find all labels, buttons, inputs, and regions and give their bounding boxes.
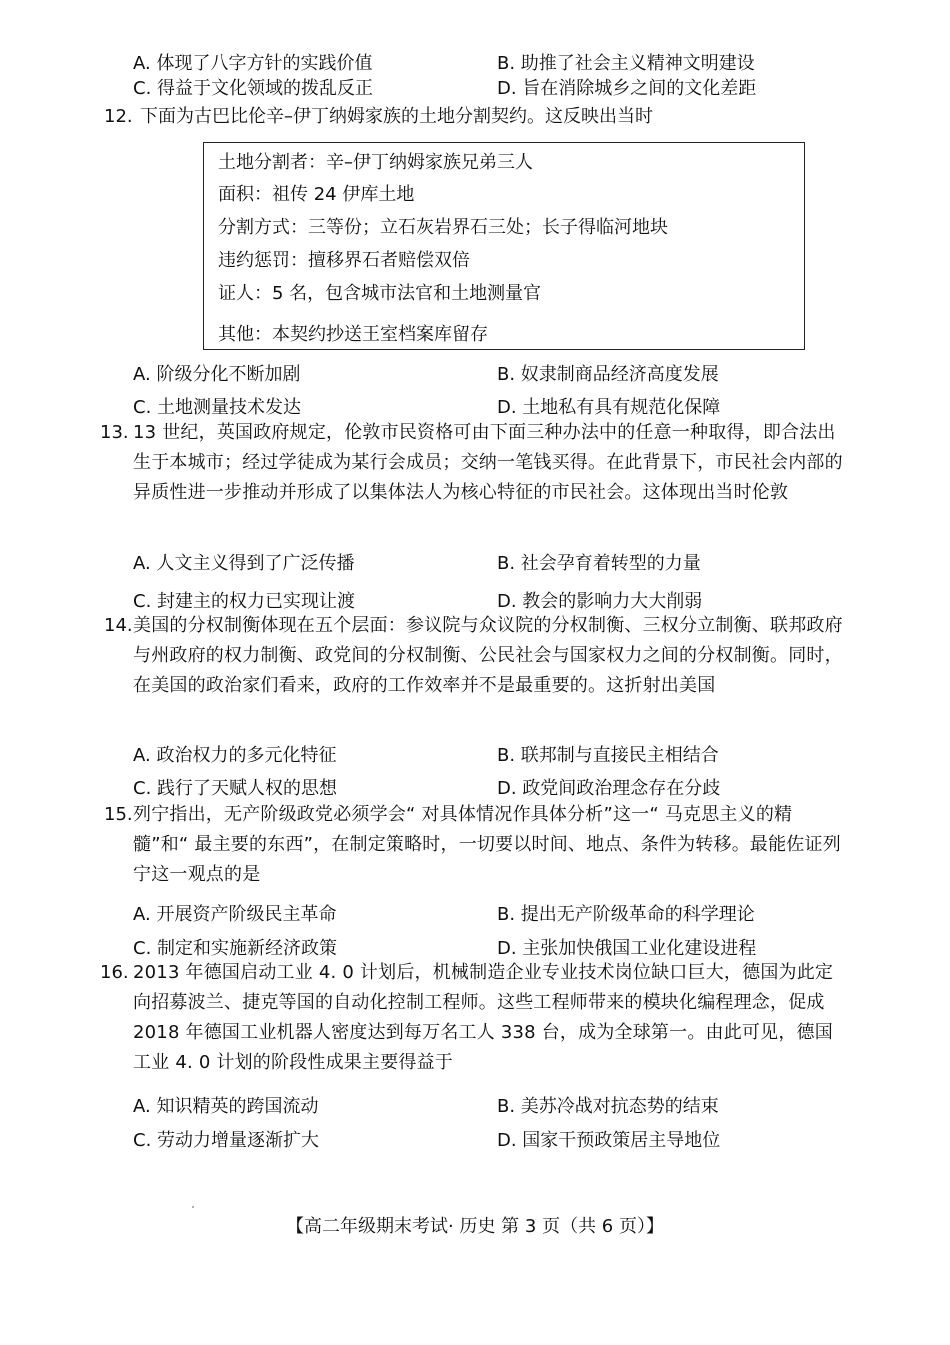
q16-option-a: A. 知识精英的跨国流动 <box>133 1096 319 1117</box>
q14-option-b: B. 联邦制与直接民主相结合 <box>497 745 719 766</box>
q14-option-c: C. 践行了天赋人权的思想 <box>133 778 338 799</box>
q11-option-d: D. 旨在消除城乡之间的文化差距 <box>497 78 757 99</box>
q13-number: 13. <box>100 422 129 443</box>
q15-option-c: C. 制定和实施新经济政策 <box>133 938 338 959</box>
q14-option-a: A. 政治权力的多元化特征 <box>133 745 337 766</box>
q16-stem: 2013 年德国启动工业 4. 0 计划后，机械制造企业专业技术岗位缺口巨大，德国为此定向招募波兰、捷克等国的自动化控制工程师。这些工程师带来的模块化编程理念，促成 2018 年德国工业机器人密度达到每万名工人 338 台，成为全球第一。由此可见，德国工业 4. 0 计划的阶段性成果主要得益于 <box>133 962 834 1073</box>
contract-line: 其他：本契约抄送王室档案库留存 <box>218 324 488 345</box>
contract-line: 面积：祖传 24 伊库土地 <box>218 184 415 205</box>
q12-number: 12. <box>104 106 133 127</box>
q13-option-b: B. 社会孕育着转型的力量 <box>497 553 701 574</box>
contract-line: 违约惩罚：擅移界石者赔偿双倍 <box>218 250 470 271</box>
q15-option-d: D. 主张加快俄国工业化建设进程 <box>497 938 757 959</box>
q14-number: 14. <box>104 615 133 636</box>
q11-option-a: A. 体现了八字方针的实践价值 <box>133 53 373 74</box>
q14-option-d: D. 政党间政治理念存在分歧 <box>497 778 721 799</box>
q14-stem: 美国的分权制衡体现在五个层面：参议院与众议院的分权制衡、三权分立制衡、联邦政府与州政府的权力制衡、政党间的分权制衡、公民社会与国家权力之间的分权制衡。同时，在美国的政治家们看来，政府的工作效率并不是最重要的。这折射出美国 <box>133 615 843 696</box>
q15-option-b: B. 提出无产阶级革命的科学理论 <box>497 904 755 925</box>
scan-speck <box>192 1206 194 1208</box>
q12-option-a: A. 阶级分化不断加剧 <box>133 364 301 385</box>
q16-option-b: B. 美苏冷战对抗态势的结束 <box>497 1096 719 1117</box>
q12-contract-box <box>203 142 805 350</box>
q12-option-c: C. 土地测量技术发达 <box>133 397 302 418</box>
q16-option-c: C. 劳动力增量逐渐扩大 <box>133 1130 320 1151</box>
q13-option-c: C. 封建主的权力已实现让渡 <box>133 591 356 612</box>
q11-option-b: B. 助推了社会主义精神文明建设 <box>497 53 755 74</box>
q13-option-d: D. 教会的影响力大大削弱 <box>497 591 703 612</box>
page-footer: 【高二年级期末考试· 历史 第 3 页（共 6 页）】 <box>286 1216 664 1237</box>
q15-number: 15. <box>104 804 133 825</box>
q15-stem: 列宁指出，无产阶级政党必须学会“ 对具体情况作具体分析”这一“ 马克思主义的精髓”和“ 最主要的东西”，在制定策略时，一切要以时间、地点、条件为转移。最能佐证列宁这一观点的是 <box>133 804 841 885</box>
q11-option-c: C. 得益于文化领域的拨乱反正 <box>133 78 374 99</box>
q12-option-d: D. 土地私有具有规范化保障 <box>497 397 721 418</box>
q13-option-a: A. 人文主义得到了广泛传播 <box>133 553 355 574</box>
q16-option-d: D. 国家干预政策居主导地位 <box>497 1130 721 1151</box>
q13-stem: 13 世纪，英国政府规定，伦敦市民资格可由下面三种办法中的任意一种取得，即合法出生于本城市；经过学徒成为某行会成员；交纳一笔钱买得。在此背景下，市民社会内部的异质性进一步推动并形成了以集体法人为核心特征的市民社会。这体现出当时伦敦 <box>133 422 843 503</box>
q16-number: 16. <box>100 962 129 983</box>
q15-option-a: A. 开展资产阶级民主革命 <box>133 904 337 925</box>
q12-option-b: B. 奴隶制商品经济高度发展 <box>497 364 719 385</box>
contract-line: 证人：5 名，包含城市法官和土地测量官 <box>218 283 542 304</box>
contract-line: 土地分割者：辛–伊丁纳姆家族兄弟三人 <box>218 152 533 173</box>
q12-stem: 下面为古巴比伦辛–伊丁纳姆家族的土地分割契约。这反映出当时 <box>140 106 653 127</box>
contract-line: 分割方式：三等份；立石灰岩界石三处；长子得临河地块 <box>218 217 668 238</box>
